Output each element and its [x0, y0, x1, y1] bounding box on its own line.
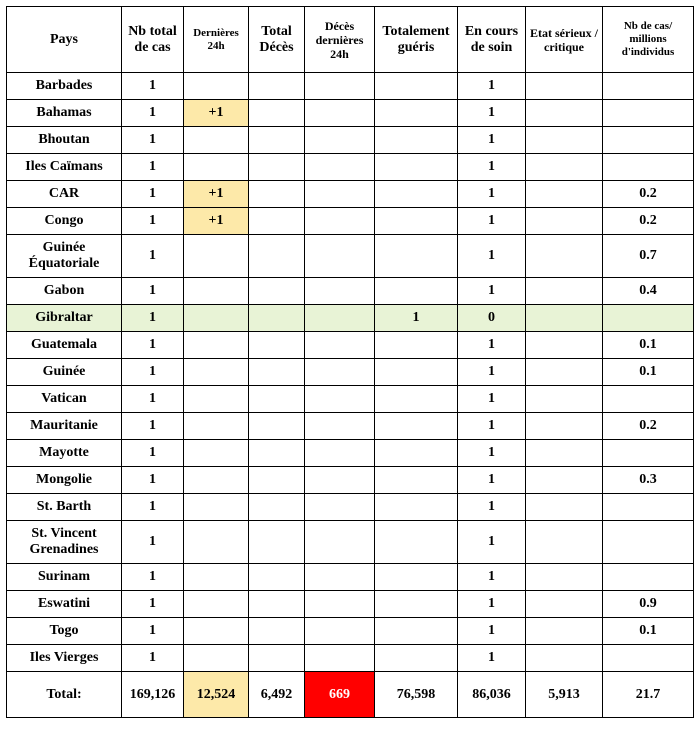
- cell-recovered: [375, 618, 458, 645]
- cell-active-cases: 1: [458, 467, 526, 494]
- cell-active-cases: 1: [458, 127, 526, 154]
- cell-country: Mauritanie: [7, 413, 122, 440]
- table-row: [7, 386, 694, 413]
- cell-active-cases: 1: [458, 208, 526, 235]
- cell-total-cases: 1: [122, 521, 184, 564]
- cell-new-cases: [184, 127, 249, 154]
- cell-country: Guatemala: [7, 332, 122, 359]
- cell-total-cases: 1: [122, 591, 184, 618]
- cell-deaths-24h: [305, 645, 375, 672]
- cell-deaths-24h: [305, 413, 375, 440]
- cell-recovered: [375, 440, 458, 467]
- cell-total-cases: 1: [122, 564, 184, 591]
- cell-per-million: [603, 521, 694, 564]
- cell-per-million: 0.1: [603, 359, 694, 386]
- cell-total-deaths: [249, 440, 305, 467]
- cell-total-deaths: [249, 100, 305, 127]
- cell-country: St. Barth: [7, 494, 122, 521]
- header-total-cases: Nb total de cas: [122, 7, 184, 73]
- cell-total-cases: 1: [122, 235, 184, 278]
- cell-total-deaths: [249, 467, 305, 494]
- cell-total-cases: 1: [122, 618, 184, 645]
- table-row: [7, 494, 694, 521]
- table-row: [7, 645, 694, 672]
- cell-per-million: [603, 73, 694, 100]
- cell-per-million: 0.2: [603, 181, 694, 208]
- cell-per-million: 0.1: [603, 618, 694, 645]
- cell-per-million: [603, 645, 694, 672]
- header-deaths-24h: Décès dernières 24h: [305, 7, 375, 73]
- cell-serious: [526, 154, 603, 181]
- cell-total-deaths: [249, 645, 305, 672]
- cell-total-deaths: [249, 359, 305, 386]
- table-row: [7, 564, 694, 591]
- header-cases-per-million: Nb de cas/ millions d'individus: [603, 7, 694, 73]
- header-recovered: Totalement guéris: [375, 7, 458, 73]
- table-row: [7, 413, 694, 440]
- cell-deaths-24h: [305, 127, 375, 154]
- cell-active-cases: 1: [458, 278, 526, 305]
- cell-country: Surinam: [7, 564, 122, 591]
- cell-total-deaths: [249, 413, 305, 440]
- cell-new-cases: [184, 154, 249, 181]
- cell-deaths-24h: [305, 591, 375, 618]
- table-row: [7, 154, 694, 181]
- cell-per-million: 0.9: [603, 591, 694, 618]
- cell-active-cases: 1: [458, 386, 526, 413]
- cell-total-deaths: [249, 127, 305, 154]
- cell-total-deaths: [249, 73, 305, 100]
- cell-active-cases: 1: [458, 645, 526, 672]
- cell-active-cases: 1: [458, 440, 526, 467]
- header-serious-critical: Etat sérieux / critique: [526, 7, 603, 73]
- cell-total-deaths: [249, 386, 305, 413]
- cell-serious: [526, 440, 603, 467]
- table-row: [7, 235, 694, 278]
- table-row: [7, 467, 694, 494]
- cell-total-cases: 1: [122, 73, 184, 100]
- cell-serious: [526, 181, 603, 208]
- cell-per-million: [603, 127, 694, 154]
- cell-country: CAR: [7, 181, 122, 208]
- cell-new-cases: [184, 494, 249, 521]
- header-row: [7, 7, 694, 73]
- cell-serious: [526, 618, 603, 645]
- cell-deaths-24h: [305, 235, 375, 278]
- cell-new-cases: +1: [184, 208, 249, 235]
- cell-serious: [526, 73, 603, 100]
- cell-serious: [526, 332, 603, 359]
- table-row: [7, 181, 694, 208]
- cell-new-cases: [184, 305, 249, 332]
- cell-new-cases: [184, 278, 249, 305]
- cell-country: Guinée: [7, 359, 122, 386]
- cell-total-deaths: [249, 208, 305, 235]
- cell-serious: [526, 591, 603, 618]
- cell-country: Mongolie: [7, 467, 122, 494]
- cell-deaths-24h: [305, 208, 375, 235]
- header-active-cases: En cours de soin: [458, 7, 526, 73]
- totals-active: 86,036: [458, 672, 526, 718]
- cell-deaths-24h: [305, 154, 375, 181]
- cell-total-deaths: [249, 278, 305, 305]
- cell-country: Bhoutan: [7, 127, 122, 154]
- cell-recovered: [375, 467, 458, 494]
- cell-deaths-24h: [305, 100, 375, 127]
- table-row: [7, 73, 694, 100]
- cell-total-cases: 1: [122, 359, 184, 386]
- cell-new-cases: [184, 386, 249, 413]
- cell-deaths-24h: [305, 467, 375, 494]
- cell-serious: [526, 386, 603, 413]
- cell-recovered: [375, 127, 458, 154]
- cell-active-cases: 1: [458, 591, 526, 618]
- cell-total-deaths: [249, 305, 305, 332]
- cell-active-cases: 1: [458, 494, 526, 521]
- cell-total-deaths: [249, 154, 305, 181]
- cell-recovered: [375, 235, 458, 278]
- cell-new-cases: [184, 645, 249, 672]
- cell-deaths-24h: [305, 332, 375, 359]
- cell-recovered: 1: [375, 305, 458, 332]
- cell-active-cases: 0: [458, 305, 526, 332]
- cell-deaths-24h: [305, 305, 375, 332]
- cell-per-million: 0.2: [603, 208, 694, 235]
- cell-deaths-24h: [305, 386, 375, 413]
- cell-recovered: [375, 181, 458, 208]
- cell-recovered: [375, 359, 458, 386]
- totals-per-million: 21.7: [603, 672, 694, 718]
- cell-recovered: [375, 564, 458, 591]
- cell-serious: [526, 305, 603, 332]
- cell-new-cases: [184, 235, 249, 278]
- cell-per-million: [603, 100, 694, 127]
- totals-new-cases: 12,524: [184, 672, 249, 718]
- cell-active-cases: 1: [458, 359, 526, 386]
- table-row: [7, 100, 694, 127]
- cell-recovered: [375, 521, 458, 564]
- table-row: [7, 332, 694, 359]
- cell-active-cases: 1: [458, 154, 526, 181]
- cell-total-cases: 1: [122, 181, 184, 208]
- cell-country: Gibraltar: [7, 305, 122, 332]
- cell-total-cases: 1: [122, 278, 184, 305]
- table-row: [7, 305, 694, 332]
- cell-per-million: [603, 305, 694, 332]
- cell-deaths-24h: [305, 440, 375, 467]
- cell-new-cases: [184, 564, 249, 591]
- cell-serious: [526, 413, 603, 440]
- cell-new-cases: [184, 440, 249, 467]
- cell-serious: [526, 564, 603, 591]
- cell-serious: [526, 127, 603, 154]
- cell-serious: [526, 521, 603, 564]
- cell-per-million: [603, 154, 694, 181]
- cell-total-cases: 1: [122, 100, 184, 127]
- cell-total-deaths: [249, 591, 305, 618]
- cell-new-cases: [184, 413, 249, 440]
- table-body: [7, 73, 694, 672]
- cell-deaths-24h: [305, 521, 375, 564]
- cell-total-cases: 1: [122, 127, 184, 154]
- cell-new-cases: [184, 521, 249, 564]
- header-pays: Pays: [7, 7, 122, 73]
- cell-total-deaths: [249, 618, 305, 645]
- cell-active-cases: 1: [458, 100, 526, 127]
- cell-recovered: [375, 278, 458, 305]
- cell-active-cases: 1: [458, 564, 526, 591]
- cell-deaths-24h: [305, 359, 375, 386]
- cell-country: Congo: [7, 208, 122, 235]
- cell-new-cases: [184, 591, 249, 618]
- cell-country: Iles Vierges: [7, 645, 122, 672]
- cell-total-cases: 1: [122, 332, 184, 359]
- cell-serious: [526, 100, 603, 127]
- cell-deaths-24h: [305, 618, 375, 645]
- cell-serious: [526, 208, 603, 235]
- header-new-cases-24h: Dernières 24h: [184, 7, 249, 73]
- cell-total-cases: 1: [122, 467, 184, 494]
- cell-total-cases: 1: [122, 386, 184, 413]
- cell-recovered: [375, 386, 458, 413]
- cell-new-cases: [184, 618, 249, 645]
- cell-new-cases: [184, 467, 249, 494]
- cell-active-cases: 1: [458, 332, 526, 359]
- cell-deaths-24h: [305, 181, 375, 208]
- cell-total-cases: 1: [122, 440, 184, 467]
- cell-recovered: [375, 591, 458, 618]
- cell-serious: [526, 467, 603, 494]
- cell-total-deaths: [249, 332, 305, 359]
- cell-serious: [526, 494, 603, 521]
- cell-total-deaths: [249, 235, 305, 278]
- cell-deaths-24h: [305, 278, 375, 305]
- table-row: [7, 521, 694, 564]
- cell-per-million: [603, 386, 694, 413]
- cell-active-cases: 1: [458, 73, 526, 100]
- totals-deaths-24h: 669: [305, 672, 375, 718]
- cell-new-cases: +1: [184, 181, 249, 208]
- cell-per-million: [603, 440, 694, 467]
- totals-deaths: 6,492: [249, 672, 305, 718]
- cell-per-million: 0.2: [603, 413, 694, 440]
- cell-recovered: [375, 494, 458, 521]
- totals-serious: 5,913: [526, 672, 603, 718]
- cell-recovered: [375, 154, 458, 181]
- cell-serious: [526, 645, 603, 672]
- cell-per-million: [603, 564, 694, 591]
- cell-country: Vatican: [7, 386, 122, 413]
- cell-deaths-24h: [305, 564, 375, 591]
- table-row: [7, 591, 694, 618]
- table-row: [7, 208, 694, 235]
- table-row: [7, 127, 694, 154]
- cell-country: Guinée Équatoriale: [7, 235, 122, 278]
- cell-active-cases: 1: [458, 181, 526, 208]
- cell-active-cases: 1: [458, 235, 526, 278]
- cell-deaths-24h: [305, 494, 375, 521]
- cell-country: Togo: [7, 618, 122, 645]
- cell-active-cases: 1: [458, 413, 526, 440]
- cell-per-million: 0.7: [603, 235, 694, 278]
- covid-stats-table: [6, 6, 694, 718]
- cell-recovered: [375, 208, 458, 235]
- cell-total-cases: 1: [122, 494, 184, 521]
- table-row: [7, 618, 694, 645]
- cell-country: Gabon: [7, 278, 122, 305]
- cell-per-million: [603, 494, 694, 521]
- cell-total-cases: 1: [122, 208, 184, 235]
- cell-recovered: [375, 100, 458, 127]
- cell-deaths-24h: [305, 73, 375, 100]
- cell-country: Barbades: [7, 73, 122, 100]
- totals-label: Total:: [7, 672, 122, 718]
- cell-recovered: [375, 413, 458, 440]
- cell-country: Bahamas: [7, 100, 122, 127]
- cell-new-cases: +1: [184, 100, 249, 127]
- cell-total-deaths: [249, 521, 305, 564]
- table-row: [7, 440, 694, 467]
- cell-per-million: 0.1: [603, 332, 694, 359]
- cell-recovered: [375, 332, 458, 359]
- cell-serious: [526, 278, 603, 305]
- cell-new-cases: [184, 359, 249, 386]
- cell-country: Eswatini: [7, 591, 122, 618]
- totals-recovered: 76,598: [375, 672, 458, 718]
- cell-per-million: 0.3: [603, 467, 694, 494]
- table-row: [7, 278, 694, 305]
- cell-serious: [526, 359, 603, 386]
- cell-active-cases: 1: [458, 521, 526, 564]
- header-total-deaths: Total Décès: [249, 7, 305, 73]
- cell-country: Mayotte: [7, 440, 122, 467]
- cell-country: St. Vincent Grenadines: [7, 521, 122, 564]
- cell-total-deaths: [249, 494, 305, 521]
- totals-row: [7, 672, 694, 718]
- cell-recovered: [375, 73, 458, 100]
- cell-new-cases: [184, 73, 249, 100]
- cell-serious: [526, 235, 603, 278]
- cell-recovered: [375, 645, 458, 672]
- cell-active-cases: 1: [458, 618, 526, 645]
- cell-total-deaths: [249, 181, 305, 208]
- cell-new-cases: [184, 332, 249, 359]
- table-row: [7, 359, 694, 386]
- totals-total-cases: 169,126: [122, 672, 184, 718]
- cell-country: Iles Caïmans: [7, 154, 122, 181]
- cell-total-cases: 1: [122, 413, 184, 440]
- cell-total-cases: 1: [122, 154, 184, 181]
- cell-per-million: 0.4: [603, 278, 694, 305]
- cell-total-cases: 1: [122, 645, 184, 672]
- cell-total-deaths: [249, 564, 305, 591]
- cell-total-cases: 1: [122, 305, 184, 332]
